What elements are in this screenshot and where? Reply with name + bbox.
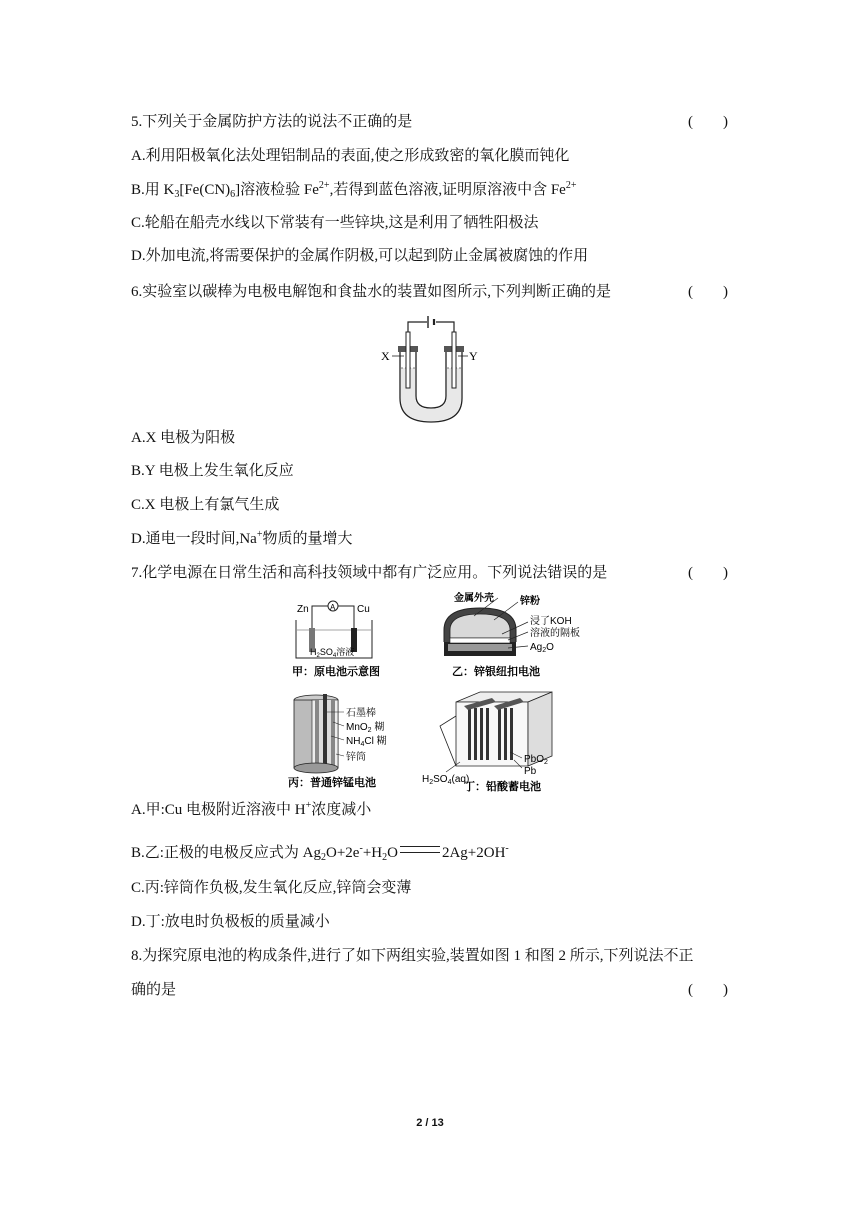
zinc-manganese-cell-figure [286,688,406,792]
q7-option-b: B.乙:正极的电极反应式为 $Ag_2O+2e^-+H_2O$ 2Ag+2OH- [131,843,509,863]
q5-option-b: B.用 $K_3[Fe(CN)_6]$溶液检验 $Fe^{2+}$,若得到蓝色溶液,证明原溶液中含 $Fe^{2+}$ [131,180,577,200]
u-tube-electrolysis-figure [378,310,488,428]
svg-text:H2SO4(aq): $H_2SO_4(aq)$ [422,774,470,786]
q6-stem: 6.实验室以碳棒为电极电解饱和食盐水的装置如图所示,下列判断正确的是 [131,284,612,300]
svg-text:Pb: Pb [524,766,537,777]
caption-bing: 丙：普通锌锰电池 [288,777,376,789]
svg-text:石墨棒: 石墨棒 [346,708,376,719]
q5-option-d: D.外加电流,将需要保护的金属作阴极,可以起到防止金属被腐蚀的作用 [131,248,589,264]
q5-option-a: A.利用阳极氧化法处理铝制品的表面,使之形成致密的氧化膜而钝化 [131,148,570,164]
caption-yi: 乙：锌银纽扣电池 [452,666,540,678]
q7-option-d: D.丁:放电时负极板的质量减小 [131,914,330,930]
galvanic-cell-figure [288,590,388,682]
q7-option-a: A.甲:Cu 电极附近溶液中 H+浓度减小 [131,800,372,818]
q6-option-b: B.Y 电极上发生氧化反应 [131,463,294,479]
svg-text:溶液的隔板: 溶液的隔板 [530,628,580,639]
svg-text:锌粉: 锌粉 [520,596,540,607]
lead-acid-battery-figure [420,686,570,792]
electrode-y-label: Y [469,349,478,363]
q6-option-a: A.X 电极为阳极 [131,430,236,446]
q7-answer-paren: ( ) [688,565,728,581]
svg-text:NH4Cl 糊: $NH_4Cl$ 糊 [346,736,387,748]
q7-stem: 7.化学电源在日常生活和高科技领域中都有广泛应用。下列说法错误的是 [131,565,608,581]
svg-text:PbO2: PbO$_2$ [524,754,548,766]
caption-ding: 丁：铅酸蓄电池 [464,781,541,792]
svg-text:MnO2 糊: MnO$_2$ 糊 [346,722,385,734]
svg-text:金属外壳: 金属外壳 [454,593,494,604]
q5-answer-paren: ( ) [688,114,728,130]
q5-option-c: C.轮船在船壳水线以下常装有一些锌块,这是利用了牺牲阳极法 [131,215,539,231]
q8-stem-line2: 确的是 [131,982,177,998]
svg-text:Ag2O: $Ag_2O$ [530,642,554,654]
zn-label: Zn [297,604,309,615]
ammeter-label: A [330,603,336,612]
button-cell-figure [440,590,580,682]
cu-label: Cu [357,604,370,615]
svg-text:浸了KOH: 浸了KOH [530,616,572,627]
q6-option-d: D.通电一段时间,Na+物质的量增大 [131,529,353,547]
q7-option-c: C.丙:锌筒作负极,发生氧化反应,锌筒会变薄 [131,880,412,896]
reaction-equals-sign [400,846,440,853]
q6-answer-paren: ( ) [688,284,728,300]
electrode-x-label: X [381,349,390,363]
svg-text:锌筒: 锌筒 [346,752,366,763]
q8-answer-paren: ( ) [688,982,728,998]
q8-stem-line1: 8.为探究原电池的构成条件,进行了如下两组实验,装置如图 1 和图 2 所示,下列说法不正 [131,948,694,964]
q5-stem: 5.下列关于金属防护方法的说法不正确的是 [131,114,413,130]
svg-text:H2SO4溶液: $H_2SO_4$溶液 [310,647,355,659]
q6-option-c: C.X 电极上有氯气生成 [131,497,280,513]
page-number: 2 / 13 [416,1117,444,1129]
caption-jia: 甲：原电池示意图 [292,666,380,678]
